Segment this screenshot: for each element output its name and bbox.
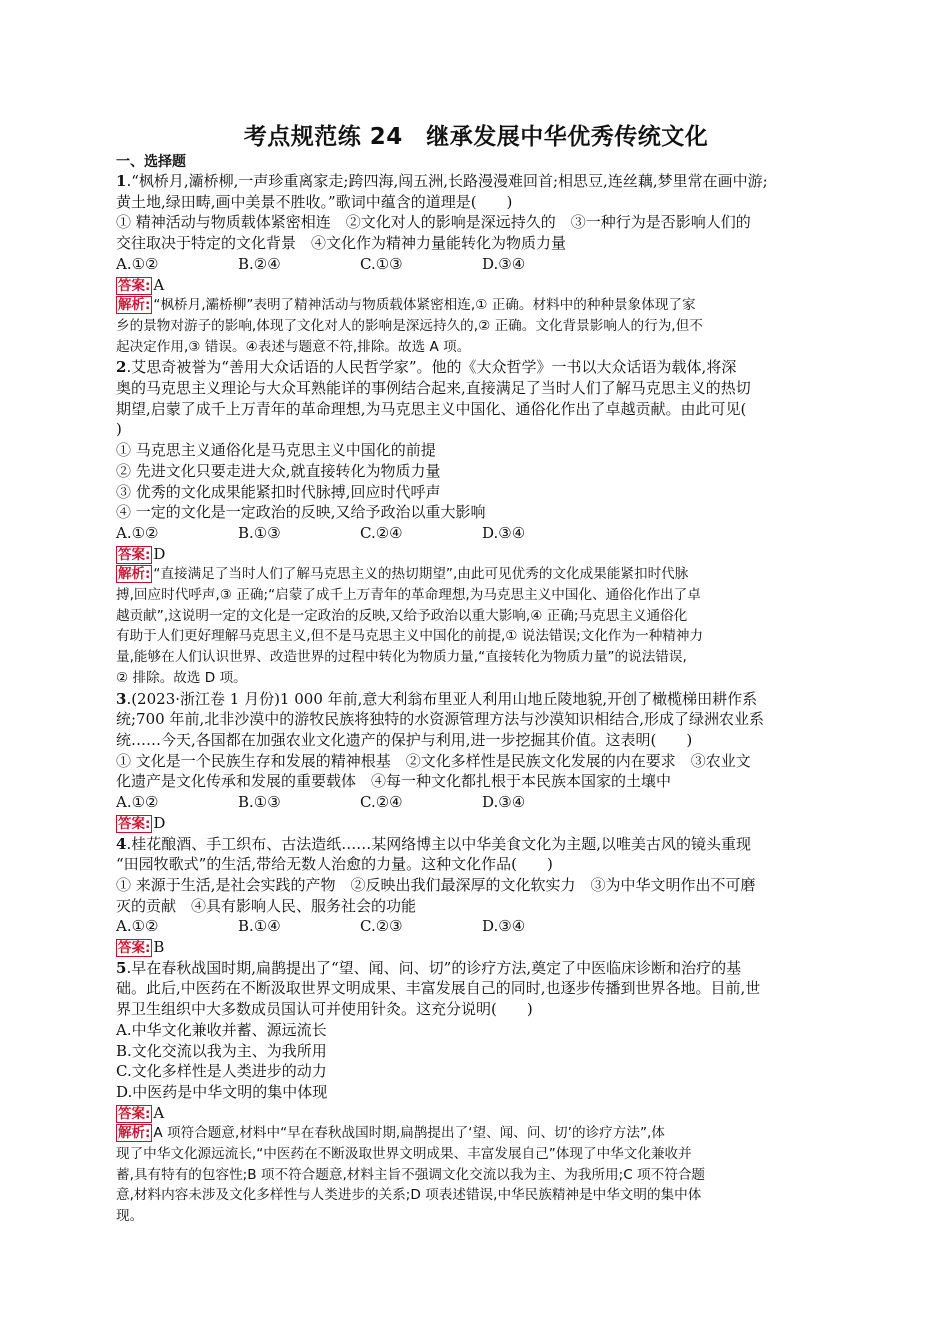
option-d: D.中医药是中华文明的集中体现 bbox=[116, 1082, 328, 1101]
question-text: ④ 一定的文化是一定政治的反映,又给予政治以重大影响 bbox=[116, 503, 486, 522]
option-a: A.①② bbox=[116, 917, 159, 936]
option-d: D.③④ bbox=[482, 793, 526, 812]
question-text: ① 马克思主义通俗化是马克思主义中国化的前提 bbox=[116, 441, 436, 460]
question-1 bbox=[116, 171, 836, 357]
explanation-text: A 项符合题意,材料中“早在春秋战国时期,扁鹊提出了‘望、闻、问、切’的诊疗方法”,体 bbox=[153, 1125, 665, 1142]
question-text: 统;700 年前,北非沙漠中的游牧民族将独特的水资源管理方法与沙漠知识相结合,形成了绿洲农业系 bbox=[116, 710, 764, 729]
question-text: ③ 优秀的文化成果能紧扣时代脉搏,回应时代呼声 bbox=[116, 482, 441, 501]
option-c: C.②④ bbox=[360, 523, 403, 542]
question-3 bbox=[116, 689, 836, 834]
question-number: 5 bbox=[116, 958, 127, 977]
explanation-line bbox=[116, 1123, 836, 1144]
answer-tag: 答案: bbox=[118, 940, 151, 957]
question-text: .早在春秋战国时期,扁鹊提出了“望、闻、问、切”的诊疗方法,奠定了中医临床诊断和治疗的基 bbox=[126, 958, 742, 977]
answer-value: B bbox=[153, 938, 165, 957]
question-text: 灭的贡献 ④具有影响人民、服务社会的功能 bbox=[116, 896, 417, 915]
explanation-text: “枫桥月,灞桥柳”表明了精神活动与物质载体紧密相连,① 正确。材料中的种种景象体现了家 bbox=[153, 297, 696, 314]
answer-line bbox=[116, 1103, 836, 1124]
explanation-line bbox=[116, 564, 836, 585]
option-a: A.①② bbox=[116, 793, 159, 812]
explanation-text: 意,材料内容未涉及文化多样性与人类进步的关系;D 项表述错误,中华民族精神是中华文明的集中体 bbox=[116, 1187, 702, 1204]
question-text: ① 文化是一个民族生存和发展的精神根基 ②文化多样性是民族文化发展的内在要求 ③农业文 bbox=[116, 751, 751, 770]
question-text: 界卫生组织中大多数成员国认可并使用针灸。这充分说明( ) bbox=[116, 1000, 533, 1019]
option-c: C.②③ bbox=[360, 917, 403, 936]
explanation-tag: 解析: bbox=[118, 1125, 151, 1142]
section-heading: 一、选择题 bbox=[116, 154, 186, 170]
answer-line bbox=[116, 275, 836, 296]
question-text: 奥的马克思主义理论与大众耳熟能详的事例结合起来,直接满足了当时人们了解马克思主义的热切 bbox=[116, 379, 751, 398]
explanation-line bbox=[116, 295, 836, 316]
question-text: .“枫桥月,灞桥柳,一声珍重离家走;跨四海,闯五洲,长路漫漫难回首;相思豆,连丝藕,梦里常在画中游; bbox=[126, 172, 768, 190]
question-text: .桂花酿酒、手工织布、古法造纸……某网络博主以中华美食文化为主题,以唯美古风的镜头重现 bbox=[126, 834, 751, 853]
question-5 bbox=[116, 958, 836, 1227]
option-c: C.文化多样性是人类进步的动力 bbox=[116, 1062, 327, 1081]
question-number: 4 bbox=[116, 834, 127, 853]
question-text: ① 来源于生活,是社会实践的产物 ②反映出我们最深厚的文化软实力 ③为中华文明作出不可磨 bbox=[116, 875, 756, 894]
question-text: .(2023·浙江卷 1 月份)1 000 年前,意大利翁布里亚人利用山地丘陵地貌,开创了橄榄梯田耕作系 bbox=[126, 689, 758, 708]
answer-value: A bbox=[153, 1103, 165, 1122]
option-b: B.①④ bbox=[238, 917, 281, 936]
question-number: 2 bbox=[116, 358, 127, 377]
question-text: ② 先进文化只要走进大众,就直接转化为物质力量 bbox=[116, 461, 441, 480]
explanation-text: 有助于人们更好理解马克思主义,但不是马克思主义中国化的前提,① 说法错误;文化作为一种精神力 bbox=[116, 628, 704, 645]
explanation-text: 起决定作用,③ 错误。④表述与题意不符,排除。故选 A 项。 bbox=[116, 338, 471, 355]
option-b: B.②④ bbox=[238, 254, 281, 273]
question-text: 黄土地,绿田畴,画中美景不胜收。”歌词中蕴含的道理是( ) bbox=[116, 192, 513, 211]
explanation-tag: 解析: bbox=[118, 297, 151, 314]
question-text: ) bbox=[116, 420, 122, 439]
answer-line bbox=[116, 544, 836, 565]
question-number: 1 bbox=[116, 172, 127, 190]
answer-tag: 答案: bbox=[118, 1105, 151, 1122]
document-page bbox=[116, 118, 836, 1227]
option-b: B.①③ bbox=[238, 793, 281, 812]
explanation-text: 现。 bbox=[116, 1208, 144, 1225]
question-number: 3 bbox=[116, 689, 127, 708]
option-d: D.③④ bbox=[482, 917, 526, 936]
explanation-text: 蓄,具有特有的包容性;B 项不符合题意,材料主旨不强调文化交流以我为主、为我所用;C 项不符合题 bbox=[116, 1166, 706, 1183]
option-a: A.中华文化兼收并蓄、源远流长 bbox=[116, 1020, 327, 1039]
answer-tag: 答案: bbox=[118, 277, 151, 294]
explanation-text: 搏,回应时代呼声,③ 正确;“启蒙了成千上万青年的革命理想,为马克思主义中国化、通俗化作出了卓 bbox=[116, 587, 701, 604]
option-c: C.①③ bbox=[360, 254, 403, 273]
answer-value: D bbox=[153, 813, 166, 832]
options bbox=[116, 254, 836, 275]
question-text: “田园牧歌式”的生活,带给无数人治愈的力量。这种文化作品( ) bbox=[116, 855, 553, 874]
explanation-text: “直接满足了当时人们了解马克思主义的热切期望”,由此可见优秀的文化成果能紧扣时代脉 bbox=[153, 566, 689, 583]
question-text: 统……今天,各国都在加强农业文化遗产的保护与利用,进一步挖掘其价值。这表明( ) bbox=[116, 730, 693, 749]
question-4 bbox=[116, 834, 836, 958]
option-c: C.②④ bbox=[360, 793, 403, 812]
question-text: 期望,启蒙了成千上万青年的革命理想,为马克思主义中国化、通俗化作出了卓越贡献。由此可见( bbox=[116, 399, 747, 418]
answer-value: D bbox=[153, 544, 166, 563]
options bbox=[116, 523, 836, 544]
options bbox=[116, 916, 836, 937]
answer-line bbox=[116, 937, 836, 958]
option-d: D.③④ bbox=[482, 523, 526, 542]
explanation-text: 越贡献”,这说明一定的文化是一定政治的反映,又给予政治以重大影响,④ 正确;马克思主义通俗化 bbox=[116, 607, 688, 624]
answer-tag: 答案: bbox=[118, 546, 151, 563]
explanation-tag: 解析: bbox=[118, 566, 151, 583]
answer-value: A bbox=[153, 275, 165, 294]
question-2 bbox=[116, 357, 836, 688]
explanation-text: 乡的景物对游子的影响,体现了文化对人的影响是深远持久的,② 正确。文化背景影响人的行为,但不 bbox=[116, 317, 703, 334]
question-text: .艾思奇被誉为“善用大众话语的人民哲学家”。他的《大众哲学》一书以大众话语为载体,将深 bbox=[126, 358, 737, 377]
page-title: 考点规范练 24 继承发展中华优秀传统文化 bbox=[243, 124, 709, 150]
answer-line bbox=[116, 813, 836, 834]
option-a: A.①② bbox=[116, 254, 159, 273]
option-b: B.文化交流以我为主、为我所用 bbox=[116, 1041, 327, 1060]
question-text: 交往取决于特定的文化背景 ④文化作为精神力量能转化为物质力量 bbox=[116, 234, 567, 253]
option-a: A.①② bbox=[116, 523, 159, 542]
explanation-text: 量,能够在人们认识世界、改造世界的过程中转化为物质力量,“直接转化为物质力量”的说法错误, bbox=[116, 649, 687, 666]
option-b: B.①③ bbox=[238, 523, 281, 542]
answer-tag: 答案: bbox=[118, 815, 151, 832]
option-d: D.③④ bbox=[482, 254, 526, 273]
question-text: 化遗产是文化传承和发展的重要载体 ④每一种文化都扎根于本民族本国家的土壤中 bbox=[116, 772, 672, 791]
question-text: ① 精神活动与物质载体紧密相连 ②文化对人的影响是深远持久的 ③一种行为是否影响人们的 bbox=[116, 213, 751, 232]
options bbox=[116, 792, 836, 813]
explanation-text: 现了中华文化源远流长,“中医药在不断汲取世界文明成果、丰富发展自己”体现了中华文化兼收并 bbox=[116, 1146, 692, 1163]
explanation-text: ② 排除。故选 D 项。 bbox=[116, 669, 247, 686]
question-text: 础。此后,中医药在不断汲取世界文明成果、丰富发展自己的同时,也逐步传播到世界各地。目前,世 bbox=[116, 979, 761, 998]
